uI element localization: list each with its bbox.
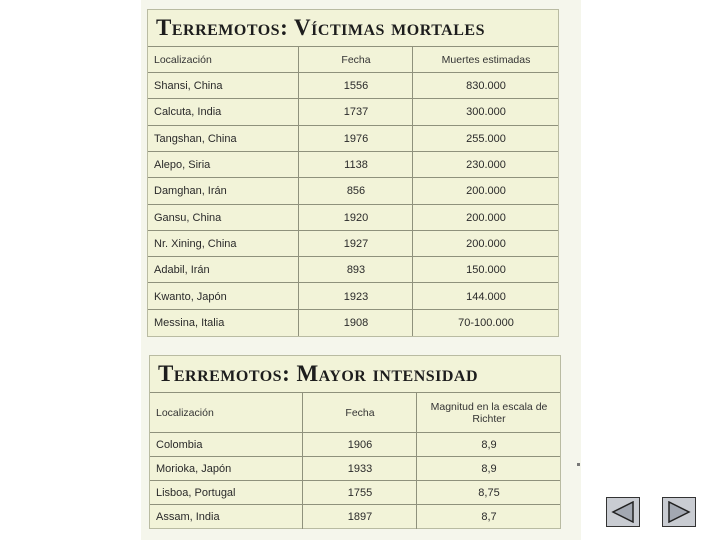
table-row	[148, 230, 558, 257]
cell-valor: 8,9	[416, 433, 561, 457]
table-row	[150, 504, 560, 529]
cell-valor: 230.000	[412, 152, 559, 178]
cell-localizacion: Tangshan, China	[154, 132, 237, 145]
cell-fecha: 1923	[298, 283, 413, 309]
cell-localizacion: Calcuta, India	[154, 106, 222, 119]
next-slide-button[interactable]	[662, 497, 696, 527]
cell-fecha: 1737	[298, 99, 413, 125]
cell-localizacion: Damghan, Irán	[154, 185, 227, 198]
table-victimas-mortales	[147, 9, 559, 337]
triangle-left-icon	[610, 501, 636, 523]
cell-fecha: 1755	[302, 481, 417, 505]
speck	[577, 463, 580, 466]
cell-valor: 144.000	[412, 283, 559, 309]
cell-fecha: Fecha	[302, 393, 417, 433]
cell-localizacion: Nr. Xining, China	[154, 237, 237, 250]
cell-localizacion: Assam, India	[156, 511, 220, 523]
cell-fecha: 893	[298, 257, 413, 283]
table-row	[148, 98, 558, 125]
cell-fecha: 1897	[302, 505, 417, 529]
cell-valor: 8,75	[416, 481, 561, 505]
cell-fecha: 856	[298, 178, 413, 204]
cell-valor: 200.000	[412, 205, 559, 231]
cell-fecha: 1920	[298, 205, 413, 231]
table-title: Terremotos: Mayor intensidad	[158, 361, 479, 386]
cell-valor: 200.000	[412, 178, 559, 204]
table-row	[148, 125, 558, 152]
triangle-right-icon	[666, 501, 692, 523]
table-row	[150, 456, 560, 481]
cell-localizacion: Kwanto, Japón	[154, 290, 227, 303]
table-header-row	[148, 46, 558, 73]
cell-fecha: Fecha	[298, 47, 413, 73]
cell-valor: 150.000	[412, 257, 559, 283]
cell-fecha: 1556	[298, 73, 413, 99]
cell-fecha: 1933	[302, 457, 417, 481]
cell-fecha: 1976	[298, 126, 413, 152]
cell-localizacion: Gansu, China	[154, 211, 222, 224]
prev-slide-button[interactable]	[606, 497, 640, 527]
table-row	[150, 432, 560, 457]
cell-localizacion: Alepo, Siria	[154, 159, 211, 172]
cell-localizacion: Localización	[154, 54, 212, 66]
cell-localizacion: Morioka, Japón	[156, 463, 232, 475]
cell-fecha: 1138	[298, 152, 413, 178]
cell-fecha: 1906	[302, 433, 417, 457]
cell-valor: 830.000	[412, 73, 559, 99]
cell-localizacion: Colombia	[156, 439, 203, 451]
cell-valor: 8,9	[416, 457, 561, 481]
cell-localizacion: Lisboa, Portugal	[156, 487, 236, 499]
cell-fecha: 1908	[298, 310, 413, 336]
cell-localizacion: Shansi, China	[154, 80, 223, 93]
cell-localizacion: Localización	[156, 407, 214, 419]
cell-valor: Muertes estimadas	[412, 47, 559, 73]
table-title: Terremotos: Víctimas mortales	[156, 15, 485, 40]
table-header-row	[150, 392, 560, 433]
cell-valor: 8,7	[416, 505, 561, 529]
table-row	[148, 282, 558, 309]
table-row	[148, 204, 558, 231]
cell-localizacion: Adabil, Irán	[154, 264, 210, 277]
table-row	[148, 309, 558, 336]
cell-localizacion: Messina, Italia	[154, 316, 225, 329]
cell-valor: 255.000	[412, 126, 559, 152]
cell-valor: 70-100.000	[412, 310, 559, 336]
table-mayor-intensidad	[149, 355, 561, 529]
table-row	[148, 151, 558, 178]
table-row	[148, 177, 558, 204]
cell-valor: 300.000	[412, 99, 559, 125]
cell-valor: 200.000	[412, 231, 559, 257]
cell-valor: Magnitud en la escala de Richter	[416, 393, 561, 433]
cell-fecha: 1927	[298, 231, 413, 257]
table-row	[148, 72, 558, 99]
table-row	[148, 256, 558, 283]
table-row	[150, 480, 560, 505]
